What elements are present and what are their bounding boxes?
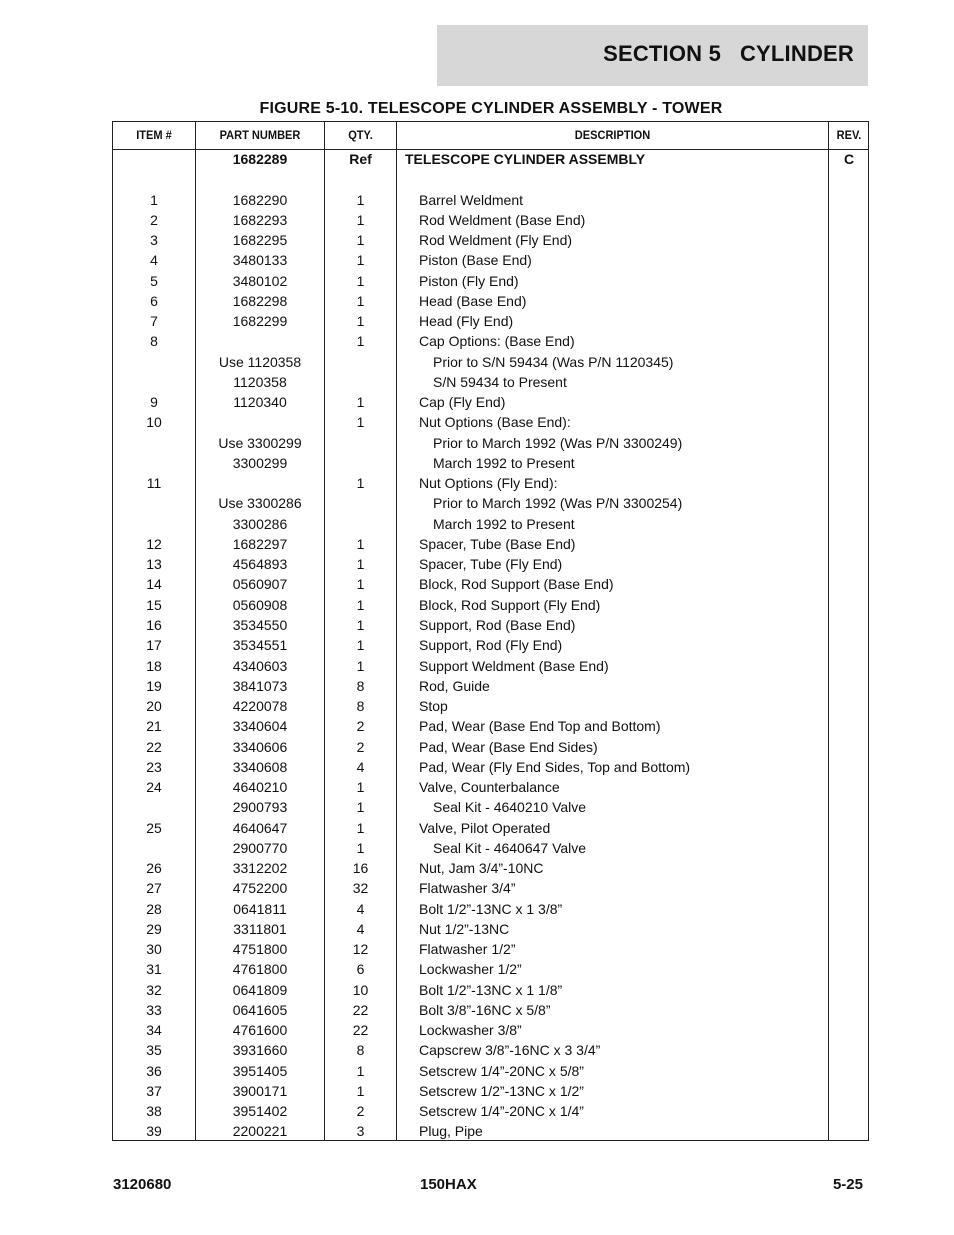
description: Valve, Counterbalance bbox=[419, 779, 560, 796]
table-row bbox=[113, 331, 868, 351]
section-banner bbox=[437, 25, 868, 86]
part-number: 3534551 bbox=[232, 637, 288, 654]
description: Bolt 1/2”-13NC x 1 3/8” bbox=[419, 900, 563, 917]
quantity: 1 bbox=[356, 657, 365, 674]
description: Spacer, Tube (Fly End) bbox=[419, 556, 563, 573]
description: Pad, Wear (Base End Sides) bbox=[419, 738, 598, 755]
table-row bbox=[113, 149, 868, 169]
table-row bbox=[113, 453, 868, 473]
quantity: 1 bbox=[356, 556, 365, 573]
item-number: 22 bbox=[146, 738, 162, 755]
quantity: Ref bbox=[349, 151, 372, 167]
part-number: 3340604 bbox=[232, 718, 288, 735]
description: Bolt 3/8”-16NC x 5/8” bbox=[419, 1001, 551, 1018]
table-row bbox=[113, 797, 868, 817]
item-number: 18 bbox=[146, 657, 162, 674]
part-number: 3340608 bbox=[232, 758, 288, 775]
part-number: 3931660 bbox=[232, 1042, 288, 1059]
description: Lockwasher 3/8” bbox=[419, 1022, 522, 1039]
item-number: 23 bbox=[146, 758, 162, 775]
part-number: 4220078 bbox=[232, 698, 288, 715]
item-number: 8 bbox=[150, 333, 158, 350]
quantity: 1 bbox=[356, 333, 365, 350]
part-number: 1682295 bbox=[232, 232, 288, 249]
description: Prior to March 1992 (Was P/N 3300254) bbox=[433, 495, 683, 512]
quantity: 4 bbox=[356, 900, 365, 917]
table-row bbox=[113, 514, 868, 534]
table-row bbox=[113, 190, 868, 210]
quantity: 1 bbox=[356, 394, 365, 411]
item-number: 36 bbox=[146, 1062, 162, 1079]
table-row bbox=[113, 939, 868, 959]
part-number: 1682297 bbox=[232, 535, 288, 552]
quantity: 1 bbox=[356, 211, 365, 228]
part-number: 1682298 bbox=[232, 292, 288, 309]
description: Rod, Guide bbox=[419, 677, 490, 694]
quantity: 1 bbox=[356, 576, 365, 593]
table-row bbox=[113, 757, 868, 777]
table-row bbox=[113, 838, 868, 858]
item-number: 10 bbox=[146, 414, 162, 431]
quantity: 1 bbox=[356, 414, 365, 431]
quantity: 2 bbox=[356, 1103, 365, 1120]
item-number: 38 bbox=[146, 1103, 162, 1120]
part-number: 3480102 bbox=[232, 272, 288, 289]
item-number: 35 bbox=[146, 1042, 162, 1059]
quantity: 1 bbox=[356, 252, 365, 269]
item-number: 17 bbox=[146, 637, 162, 654]
part-number: 3951405 bbox=[232, 1062, 288, 1079]
part-number: 0641811 bbox=[233, 900, 287, 917]
quantity: 6 bbox=[356, 961, 365, 978]
part-number: 3534550 bbox=[232, 616, 288, 633]
part-number: Use 1120358 bbox=[218, 353, 302, 370]
table-row bbox=[113, 473, 868, 493]
part-number: 4640647 bbox=[232, 819, 288, 836]
description: Setscrew 1/2”-13NC x 1/2” bbox=[419, 1082, 584, 1099]
part-number: 2900793 bbox=[232, 799, 288, 816]
item-number: 15 bbox=[146, 596, 162, 613]
quantity: 10 bbox=[352, 981, 369, 998]
quantity: 8 bbox=[356, 677, 365, 694]
table-row bbox=[113, 676, 868, 696]
table-row bbox=[113, 412, 868, 432]
part-number: 3300286 bbox=[232, 515, 288, 532]
table-row bbox=[113, 656, 868, 676]
table-row bbox=[113, 574, 868, 594]
item-number: 11 bbox=[146, 475, 162, 492]
quantity: 1 bbox=[356, 232, 365, 249]
description: Nut 1/2”-13NC bbox=[419, 920, 510, 937]
quantity: 1 bbox=[356, 292, 365, 309]
item-number: 26 bbox=[146, 860, 162, 877]
part-number: 0560907 bbox=[232, 576, 288, 593]
header-rev: REV. bbox=[836, 128, 862, 142]
quantity: 1 bbox=[356, 819, 365, 836]
quantity: 1 bbox=[356, 1082, 365, 1099]
table-row bbox=[113, 1121, 868, 1141]
item-number: 39 bbox=[146, 1123, 162, 1140]
description: Nut Options (Base End): bbox=[419, 414, 571, 431]
quantity: 3 bbox=[356, 1123, 365, 1140]
quantity: 16 bbox=[352, 860, 369, 877]
table-row bbox=[113, 493, 868, 513]
description: Support, Rod (Base End) bbox=[419, 616, 576, 633]
part-number: Use 3300299 bbox=[218, 434, 302, 451]
part-number: 0560908 bbox=[232, 596, 288, 613]
table-row bbox=[113, 635, 868, 655]
footer-document-number: 3120680 bbox=[113, 1176, 172, 1193]
table-row bbox=[113, 230, 868, 250]
item-number: 37 bbox=[146, 1082, 162, 1099]
quantity: 1 bbox=[356, 596, 365, 613]
quantity: 1 bbox=[356, 839, 365, 856]
table-row bbox=[113, 696, 868, 716]
item-number: 2 bbox=[150, 211, 158, 228]
quantity: 12 bbox=[352, 941, 369, 958]
quantity: 4 bbox=[356, 920, 365, 937]
table-row bbox=[113, 250, 868, 270]
description: Nut, Jam 3/4”-10NC bbox=[419, 860, 544, 877]
table-row bbox=[113, 737, 868, 757]
quantity: 1 bbox=[356, 313, 365, 330]
quantity: 22 bbox=[352, 1001, 369, 1018]
table-row bbox=[113, 1020, 868, 1040]
item-number: 19 bbox=[146, 677, 162, 694]
figure-title: FIGURE 5-10. TELESCOPE CYLINDER ASSEMBLY - TOWER bbox=[259, 100, 723, 117]
description: Prior to S/N 59434 (Was P/N 1120345) bbox=[433, 353, 674, 370]
table-row bbox=[113, 818, 868, 838]
quantity: 4 bbox=[356, 758, 365, 775]
table-row bbox=[113, 595, 868, 615]
section-title: SECTION 5 CYLINDER bbox=[603, 41, 854, 66]
part-number: 1682289 bbox=[232, 151, 288, 167]
item-number: 5 bbox=[150, 272, 158, 289]
part-number: 0641605 bbox=[232, 1001, 288, 1018]
description: Setscrew 1/4”-20NC x 1/4” bbox=[419, 1103, 584, 1120]
item-number: 20 bbox=[146, 698, 162, 715]
table-row bbox=[113, 899, 868, 919]
description: March 1992 to Present bbox=[433, 515, 575, 532]
table-row bbox=[113, 534, 868, 554]
part-number: 3312202 bbox=[232, 860, 288, 877]
table-row bbox=[113, 169, 868, 189]
item-number: 21 bbox=[146, 718, 162, 735]
description: March 1992 to Present bbox=[433, 454, 575, 471]
description: Head (Base End) bbox=[419, 292, 527, 309]
part-number: 3951402 bbox=[232, 1103, 288, 1120]
part-number: 0641809 bbox=[232, 981, 288, 998]
description: Lockwasher 1/2” bbox=[419, 961, 522, 978]
part-number: 2200221 bbox=[232, 1123, 288, 1140]
table-row bbox=[113, 878, 868, 898]
item-number: 12 bbox=[146, 535, 162, 552]
description: Head (Fly End) bbox=[419, 313, 514, 330]
description: Stop bbox=[419, 698, 448, 715]
table-row bbox=[113, 959, 868, 979]
item-number: 32 bbox=[146, 981, 162, 998]
quantity: 32 bbox=[352, 880, 369, 897]
item-number: 4 bbox=[150, 252, 158, 269]
part-number: 4640210 bbox=[232, 779, 288, 796]
part-number: 2900770 bbox=[232, 839, 288, 856]
item-number: 9 bbox=[150, 394, 158, 411]
quantity: 1 bbox=[356, 616, 365, 633]
description: Piston (Base End) bbox=[419, 252, 532, 269]
part-number: 3311801 bbox=[233, 920, 287, 937]
part-number: 4340603 bbox=[232, 657, 288, 674]
description: Bolt 1/2”-13NC x 1 1/8” bbox=[419, 981, 563, 998]
item-number: 31 bbox=[146, 961, 162, 978]
table-row bbox=[113, 210, 868, 230]
table-row bbox=[113, 980, 868, 1000]
description: Nut Options (Fly End): bbox=[419, 475, 558, 492]
part-number: 1120358 bbox=[233, 373, 287, 390]
item-number: 30 bbox=[146, 941, 162, 958]
table-row bbox=[113, 858, 868, 878]
quantity: 1 bbox=[356, 535, 365, 552]
item-number: 34 bbox=[146, 1022, 162, 1039]
description: Seal Kit - 4640647 Valve bbox=[433, 839, 587, 856]
item-number: 14 bbox=[146, 576, 162, 593]
description: S/N 59434 to Present bbox=[433, 373, 567, 390]
part-number: 4761800 bbox=[232, 961, 288, 978]
item-number: 6 bbox=[150, 292, 158, 309]
footer-page-number: 5-25 bbox=[832, 1176, 863, 1193]
item-number: 33 bbox=[146, 1001, 162, 1018]
part-number: 4564893 bbox=[232, 556, 288, 573]
table-row bbox=[113, 433, 868, 453]
quantity: 1 bbox=[356, 1062, 365, 1079]
item-number: 25 bbox=[146, 819, 162, 836]
item-number: 24 bbox=[146, 779, 162, 796]
parts-table bbox=[112, 121, 869, 1141]
description: Spacer, Tube (Base End) bbox=[419, 535, 576, 552]
description: TELESCOPE CYLINDER ASSEMBLY bbox=[405, 151, 646, 167]
description: Pad, Wear (Fly End Sides, Top and Bottom) bbox=[419, 758, 691, 775]
revision: C bbox=[843, 151, 855, 167]
description: Pad, Wear (Base End Top and Bottom) bbox=[419, 718, 661, 735]
description: Cap (Fly End) bbox=[419, 394, 506, 411]
description: Block, Rod Support (Base End) bbox=[419, 576, 614, 593]
description: Barrel Weldment bbox=[419, 191, 524, 208]
item-number: 7 bbox=[150, 313, 158, 330]
table-row bbox=[113, 919, 868, 939]
header-part-number: PART NUMBER bbox=[219, 128, 301, 142]
part-number: 1120340 bbox=[233, 394, 287, 411]
table-row bbox=[113, 392, 868, 412]
table-row bbox=[113, 291, 868, 311]
item-number: 1 bbox=[150, 191, 158, 208]
item-number: 28 bbox=[146, 900, 162, 917]
header-item: ITEM # bbox=[136, 128, 172, 142]
item-number: 27 bbox=[146, 880, 162, 897]
quantity: 1 bbox=[356, 191, 365, 208]
description: Support, Rod (Fly End) bbox=[419, 637, 563, 654]
description: Rod Weldment (Fly End) bbox=[419, 232, 573, 249]
quantity: 8 bbox=[356, 1042, 365, 1059]
table-row bbox=[113, 311, 868, 331]
quantity: 1 bbox=[356, 475, 365, 492]
description: Flatwasher 3/4” bbox=[419, 880, 516, 897]
part-number: 4761600 bbox=[232, 1022, 288, 1039]
quantity: 2 bbox=[356, 738, 365, 755]
table-row bbox=[113, 615, 868, 635]
part-number: 1682299 bbox=[232, 313, 288, 330]
part-number: 3900171 bbox=[232, 1082, 288, 1099]
quantity: 1 bbox=[356, 779, 365, 796]
quantity: 1 bbox=[356, 637, 365, 654]
table-row bbox=[113, 777, 868, 797]
part-number: 3841073 bbox=[232, 677, 288, 694]
table-row bbox=[113, 1040, 868, 1060]
table-row bbox=[113, 1061, 868, 1081]
description: Block, Rod Support (Fly End) bbox=[419, 596, 601, 613]
description: Flatwasher 1/2” bbox=[419, 941, 516, 958]
header-description: DESCRIPTION bbox=[574, 128, 651, 142]
part-number: 4752200 bbox=[232, 880, 288, 897]
table-row bbox=[113, 352, 868, 372]
item-number: 13 bbox=[146, 556, 162, 573]
description: Setscrew 1/4”-20NC x 5/8” bbox=[419, 1062, 584, 1079]
part-number: 4751800 bbox=[232, 941, 288, 958]
description: Valve, Pilot Operated bbox=[419, 819, 551, 836]
part-number: 1682293 bbox=[232, 211, 288, 228]
description: Rod Weldment (Base End) bbox=[419, 211, 586, 228]
item-number: 16 bbox=[146, 616, 162, 633]
part-number: 1682290 bbox=[232, 191, 288, 208]
part-number: 3340606 bbox=[232, 738, 288, 755]
description: Support Weldment (Base End) bbox=[419, 657, 609, 674]
table-row bbox=[113, 554, 868, 574]
table-row bbox=[113, 372, 868, 392]
description: Piston (Fly End) bbox=[419, 272, 519, 289]
quantity: 2 bbox=[356, 718, 365, 735]
quantity: 1 bbox=[356, 799, 365, 816]
description: Capscrew 3/8”-16NC x 3 3/4” bbox=[419, 1042, 601, 1059]
quantity: 22 bbox=[352, 1022, 369, 1039]
description: Plug, Pipe bbox=[419, 1123, 483, 1140]
header-qty: QTY. bbox=[348, 128, 373, 142]
table-row bbox=[113, 1081, 868, 1101]
description: Prior to March 1992 (Was P/N 3300249) bbox=[433, 434, 683, 451]
part-number: Use 3300286 bbox=[218, 495, 302, 512]
table-row bbox=[113, 271, 868, 291]
part-number: 3480133 bbox=[232, 252, 288, 269]
description: Seal Kit - 4640210 Valve bbox=[433, 799, 587, 816]
table-row bbox=[113, 716, 868, 736]
quantity: 8 bbox=[356, 698, 365, 715]
footer-model: 150HAX bbox=[420, 1176, 477, 1193]
item-number: 3 bbox=[150, 232, 158, 249]
description: Cap Options: (Base End) bbox=[419, 333, 575, 350]
table-row bbox=[113, 1101, 868, 1121]
part-number: 3300299 bbox=[232, 454, 288, 471]
table-row bbox=[113, 1000, 868, 1020]
quantity: 1 bbox=[356, 272, 365, 289]
item-number: 29 bbox=[146, 920, 162, 937]
